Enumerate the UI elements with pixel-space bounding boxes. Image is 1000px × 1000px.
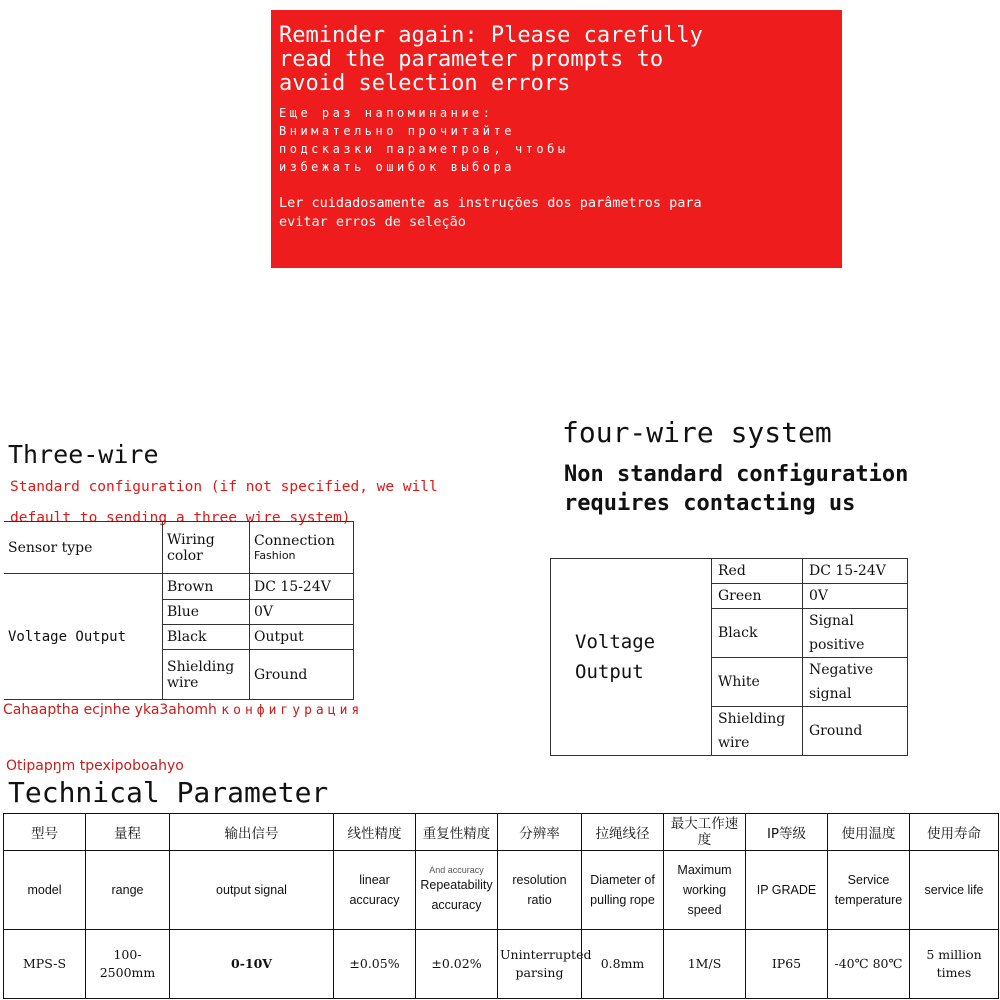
reminder-portuguese: Ler cuidadosamente as instruções dos parâmetros para evitar erros de seleção	[279, 195, 702, 230]
table-row	[551, 559, 908, 584]
value-cell: 0-10V	[170, 930, 334, 999]
overlay-translation-1	[3, 702, 363, 718]
three-wire-title: Three-wire	[8, 440, 159, 469]
value-cell: ±0.02%	[416, 930, 498, 999]
connection-cell: 0V	[803, 584, 908, 609]
overlay-translation-2: Otipapŋm tpexipoboahyo	[6, 758, 184, 774]
header-connection-sub: Fashion	[254, 549, 296, 562]
connection-cell: DC 15-24V	[803, 559, 908, 584]
connection-cell: Output	[250, 625, 354, 650]
wiring-color-cell: Shielding wire	[712, 707, 803, 756]
en-header-cell: model	[4, 851, 86, 930]
sensor-type-voltage-output: Voltage Output	[4, 574, 163, 700]
wiring-color-cell: Black	[163, 625, 250, 650]
table-row	[4, 522, 354, 574]
cn-header-cell: 分辨率	[498, 814, 582, 851]
connection-cell: 0V	[250, 600, 354, 625]
table-row-values	[4, 930, 999, 999]
value-cell: Uninterrupted parsing	[498, 930, 582, 999]
value-cell: ±0.05%	[334, 930, 416, 999]
header-wiring-color: Wiring color	[163, 522, 250, 574]
overlay-russian-text: конфигурация	[221, 703, 364, 718]
value-cell: 1M/S	[664, 930, 746, 999]
cn-header-cell: 使用温度	[828, 814, 910, 851]
overlay-latin-text: Cahaaptha ecjnhe yka3ahomh	[3, 702, 217, 718]
table-row-english-headers	[4, 851, 999, 930]
reminder-russian: Еще раз напоминание: Внимательно прочитайте подсказки параметров, чтобы избежать ошибок выбора	[279, 106, 569, 174]
header-connection	[250, 522, 354, 574]
value-cell: 100-2500mm	[86, 930, 170, 999]
table-row	[4, 574, 354, 600]
connection-cell: Negative signal	[803, 658, 908, 707]
connection-cell: Ground	[250, 650, 354, 700]
cn-header-cell: 型号	[4, 814, 86, 851]
cn-header-cell: 重复性精度	[416, 814, 498, 851]
en-header-cell: linear accuracy	[334, 851, 416, 930]
value-cell: 0.8mm	[582, 930, 664, 999]
wiring-color-cell: Black	[712, 609, 803, 658]
sensor-type-voltage-output: Voltage Output	[551, 559, 712, 756]
en-header-cell: service life	[910, 851, 999, 930]
wiring-color-cell: Red	[712, 559, 803, 584]
cn-header-cell: 拉绳线径	[582, 814, 664, 851]
en-header-ghost-text: And accuracy	[429, 864, 484, 875]
cn-header-cell: IP等级	[746, 814, 828, 851]
four-wire-note: Non standard configuration requires contacting us	[564, 462, 909, 516]
en-header-cell: IP GRADE	[746, 851, 828, 930]
value-cell: -40℃ 80℃	[828, 930, 910, 999]
en-header-cell: Service temperature	[828, 851, 910, 930]
technical-parameter-title: Technical Parameter	[8, 776, 329, 809]
wiring-color-cell: Blue	[163, 600, 250, 625]
three-wire-note: Standard configuration (if not specified, we will default to sending a three wire system)	[10, 479, 438, 526]
value-cell: MPS-S	[4, 930, 86, 999]
en-header-text: Repeatability accuracy	[420, 877, 493, 912]
value-cell: 5 million times	[910, 930, 999, 999]
cn-header-cell: 输出信号	[170, 814, 334, 851]
en-header-cell: output signal	[170, 851, 334, 930]
value-cell: IP65	[746, 930, 828, 999]
wiring-color-cell: White	[712, 658, 803, 707]
three-wire-table	[4, 521, 354, 700]
en-header-cell: Maximum working speed	[664, 851, 746, 930]
table-row-chinese-headers	[4, 814, 999, 851]
four-wire-table	[550, 558, 908, 756]
reminder-banner	[271, 10, 842, 268]
connection-cell: DC 15-24V	[250, 574, 354, 600]
reminder-english: Reminder again: Please carefully read the parameter prompts to avoid selection errors	[279, 23, 703, 96]
cn-header-cell: 线性精度	[334, 814, 416, 851]
en-header-cell: resolution ratio	[498, 851, 582, 930]
four-wire-title: four-wire system	[562, 416, 832, 449]
cn-header-cell: 使用寿命	[910, 814, 999, 851]
wiring-color-cell: Green	[712, 584, 803, 609]
header-connection-label: Connection	[254, 533, 335, 549]
connection-cell: Signal positive	[803, 609, 908, 658]
connection-cell: Ground	[803, 707, 908, 756]
cn-header-cell: 量程	[86, 814, 170, 851]
en-header-cell: Diameter of pulling rope	[582, 851, 664, 930]
technical-parameter-table	[3, 813, 999, 999]
header-sensor-type: Sensor type	[4, 522, 163, 574]
cn-header-cell: 最大工作速度	[664, 814, 746, 851]
en-header-cell	[416, 851, 498, 930]
en-header-cell: range	[86, 851, 170, 930]
wiring-color-cell: Brown	[163, 574, 250, 600]
wiring-color-cell: Shielding wire	[163, 650, 250, 700]
